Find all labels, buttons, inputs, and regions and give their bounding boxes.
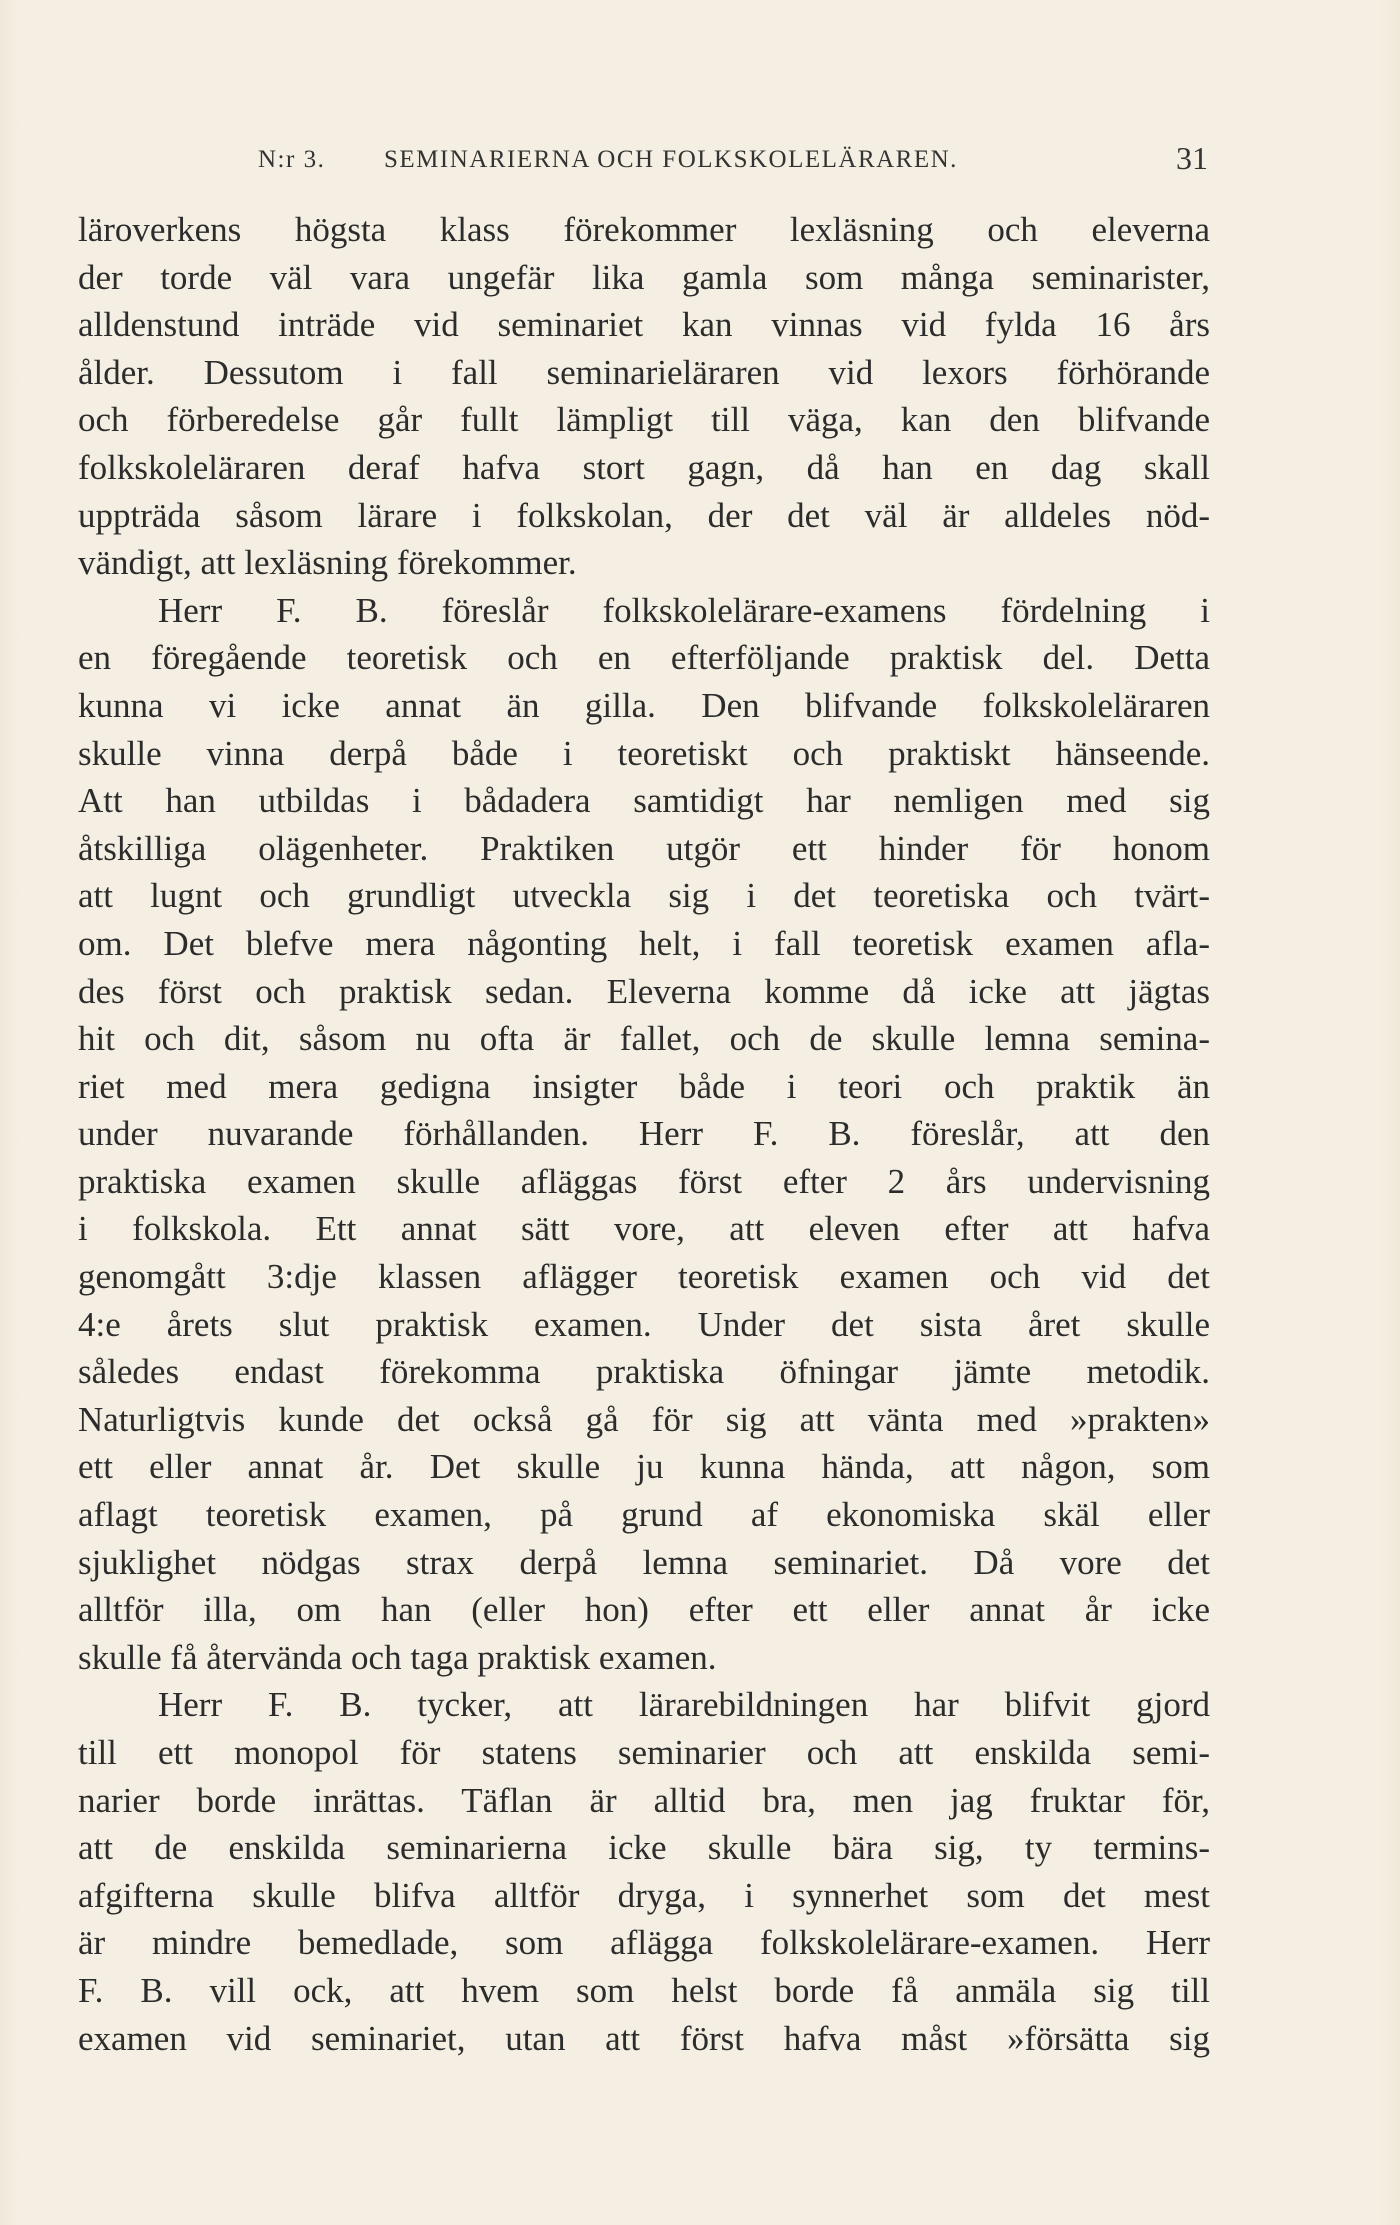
text-line: uppträda såsom lärare i folkskolan, der det väl är alldeles nöd- xyxy=(78,495,1210,535)
text-line: examen vid seminariet, utan att först hafva måst »försätta sig xyxy=(78,2018,1210,2058)
running-title: SEMINARIERNA OCH FOLKSKOLELÄRAREN. xyxy=(384,146,958,173)
text-line: F. B. vill ock, att hvem som helst borde få anmäla sig till xyxy=(78,1970,1210,2010)
text-line: vändigt, att lexläsning förekommer. xyxy=(78,543,577,583)
body-text xyxy=(78,206,1210,2062)
text-line: alltför illa, om han (eller hon) efter ett eller annat år icke xyxy=(78,1590,1210,1630)
text-line: Herr F. B. tycker, att lärarebildningen har blifvit gjord xyxy=(158,1685,1210,1725)
issue-number: N:r 3. xyxy=(258,146,326,173)
page-number: 31 xyxy=(1176,140,1208,176)
text-line: en föregående teoretisk och en efterföljande praktisk del. Detta xyxy=(78,638,1210,678)
text-line: ett eller annat år. Det skulle ju kunna hända, att någon, som xyxy=(78,1447,1210,1487)
text-line: 4:e årets slut praktisk examen. Under det sista året skulle xyxy=(78,1304,1210,1344)
text-line: ålder. Dessutom i fall seminarieläraren vid lexors förhörande xyxy=(78,352,1210,392)
running-head xyxy=(78,140,1208,180)
text-line: Att han utbildas i bådadera samtidigt har nemligen med sig xyxy=(78,781,1210,821)
text-line: alldenstund inträde vid seminariet kan vinnas vid fylda 16 års xyxy=(78,305,1210,345)
text-line: praktiska examen skulle afläggas först efter 2 års undervisning xyxy=(78,1161,1210,1201)
text-line: skulle få återvända och taga praktisk examen. xyxy=(78,1637,717,1677)
text-line: och förberedelse går fullt lämpligt till väga, kan den blifvande xyxy=(78,400,1210,440)
text-line: folkskoleläraren deraf hafva stort gagn, då han en dag skall xyxy=(78,447,1210,487)
text-line: sjuklighet nödgas strax derpå lemna seminariet. Då vore det xyxy=(78,1542,1210,1582)
text-line: Naturligtvis kunde det också gå för sig att vänta med »prakten» xyxy=(78,1399,1210,1439)
text-line: är mindre bemedlade, som aflägga folkskolelärare-examen. Herr xyxy=(78,1923,1210,1963)
text-line: till ett monopol för statens seminarier och att enskilda semi- xyxy=(78,1733,1210,1772)
text-line: Herr F. B. föreslår folkskolelärare-examens fördelning i xyxy=(158,590,1210,630)
text-line: riet med mera gedigna insigter både i teori och praktik än xyxy=(78,1066,1210,1106)
text-line: aflagt teoretisk examen, på grund af ekonomiska skäl eller xyxy=(78,1495,1210,1535)
text-line: att lugnt och grundligt utveckla sig i det teoretiska och tvärt- xyxy=(78,876,1210,916)
text-line: under nuvarande förhållanden. Herr F. B. föreslår, att den xyxy=(78,1114,1210,1154)
text-line: hit och dit, såsom nu ofta är fallet, och de skulle lemna semina- xyxy=(78,1019,1210,1059)
text-line: åtskilliga olägenheter. Praktiken utgör ett hinder för honom xyxy=(78,828,1210,868)
text-line: genomgått 3:dje klassen aflägger teoretisk examen och vid det xyxy=(78,1257,1210,1297)
text-line: att de enskilda seminarierna icke skulle bära sig, ty termins- xyxy=(78,1828,1210,1868)
text-line: läroverkens högsta klass förekommer lexläsning och eleverna xyxy=(78,210,1210,249)
text-line: således endast förekomma praktiska öfningar jämte metodik. xyxy=(78,1352,1210,1392)
text-line: narier borde inrättas. Täflan är alltid bra, men jag fruktar för, xyxy=(78,1780,1210,1820)
text-line: kunna vi icke annat än gilla. Den blifvande folkskoleläraren xyxy=(78,685,1210,725)
text-line: des först och praktisk sedan. Eleverna komme då icke att jägtas xyxy=(78,971,1210,1011)
text-line: i folkskola. Ett annat sätt vore, att eleven efter att hafva xyxy=(78,1209,1210,1249)
text-line: der torde väl vara ungefär lika gamla som många seminarister, xyxy=(78,257,1210,297)
text-line: skulle vinna derpå både i teoretiskt och praktiskt hänseende. xyxy=(78,733,1210,773)
text-line: om. Det blefve mera någonting helt, i fall teoretisk examen afla- xyxy=(78,923,1210,963)
text-line: afgifterna skulle blifva alltför dryga, i synnerhet som det mest xyxy=(78,1875,1210,1915)
